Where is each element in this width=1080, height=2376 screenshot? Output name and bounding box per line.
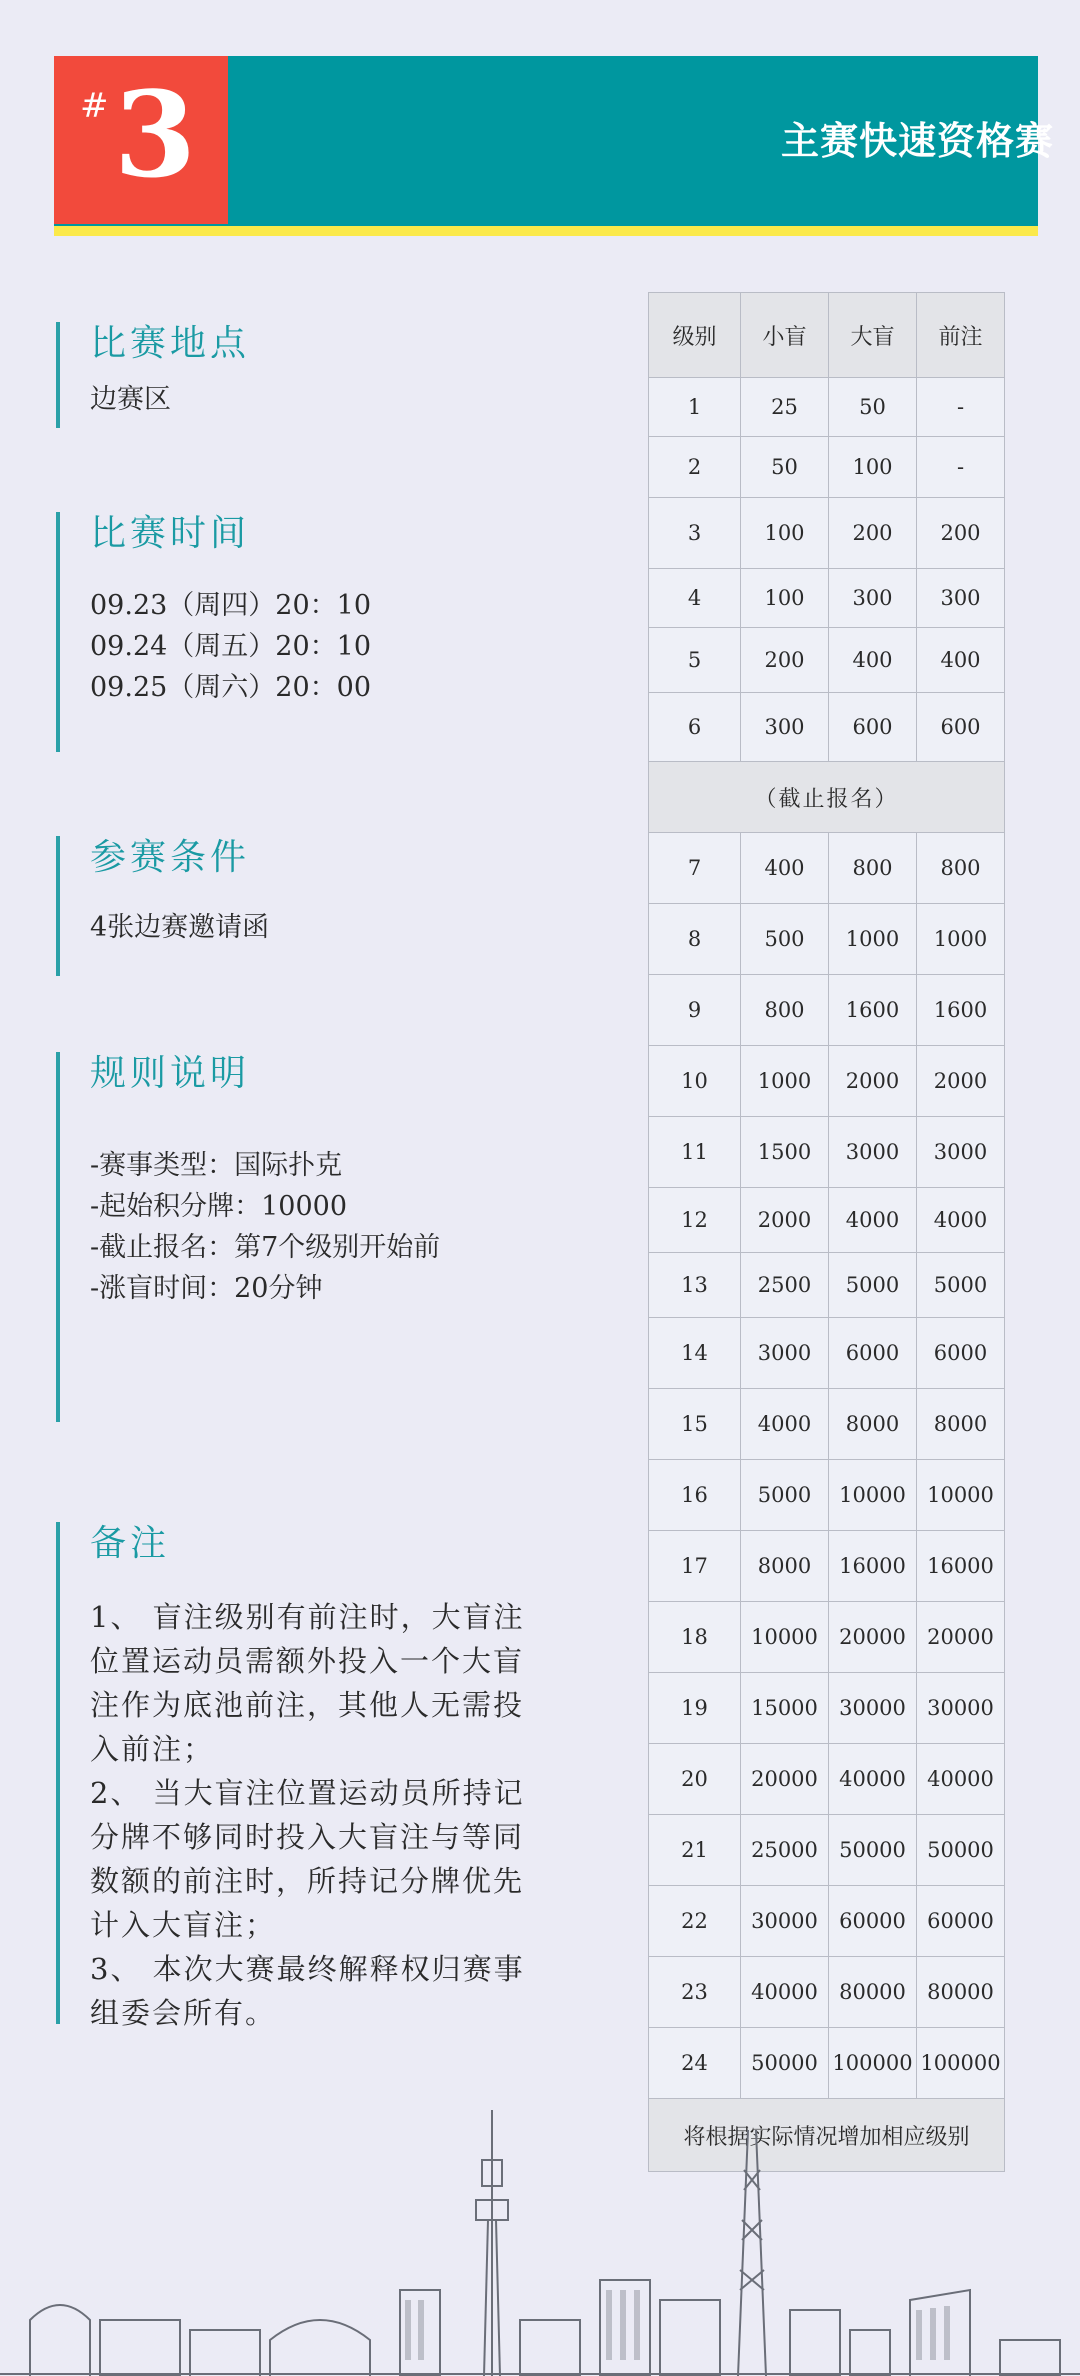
- cell-small-blind: 4000: [741, 1389, 829, 1460]
- table-row: [649, 975, 1005, 1046]
- cell-ante: 80000: [917, 1957, 1005, 2028]
- cell-ante: 30000: [917, 1673, 1005, 1744]
- city-skyline-illustration: [0, 2090, 1080, 2376]
- cell-ante: 1600: [917, 975, 1005, 1046]
- cell-level: 20: [649, 1744, 741, 1815]
- table-row: [649, 1744, 1005, 1815]
- table-row: [649, 1957, 1005, 2028]
- note-line: 组委会所有。: [90, 1996, 277, 2031]
- table-row: [649, 904, 1005, 975]
- cell-big-blind: 1000: [829, 904, 917, 975]
- cell-big-blind: 600: [829, 693, 917, 762]
- cell-small-blind: 200: [741, 628, 829, 693]
- cell-big-blind: 100000: [829, 2028, 917, 2099]
- cell-small-blind: 25000: [741, 1815, 829, 1886]
- cell-ante: 100000: [917, 2028, 1005, 2099]
- cell-big-blind: 40000: [829, 1744, 917, 1815]
- note-line: 1、 盲注级别有前注时，大盲注: [90, 1600, 525, 1635]
- header-big-blind: 大盲: [829, 293, 917, 378]
- cell-ante: -: [917, 437, 1005, 498]
- section-number: 3: [114, 65, 197, 204]
- cell-ante: 40000: [917, 1744, 1005, 1815]
- cell-ante: 10000: [917, 1460, 1005, 1531]
- table-row: [649, 1602, 1005, 1673]
- header-level: 级别: [649, 293, 741, 378]
- table-footer-note: 将根据实际情况增加相应级别: [649, 2099, 1005, 2172]
- cell-ante: 5000: [917, 1253, 1005, 1318]
- cell-small-blind: 50: [741, 437, 829, 498]
- rule-line: -赛事类型：国际扑克: [90, 1150, 343, 1182]
- cell-big-blind: 80000: [829, 1957, 917, 2028]
- cell-small-blind: 1000: [741, 1046, 829, 1117]
- cell-small-blind: 1500: [741, 1117, 829, 1188]
- rule-line: -起始积分牌：10000: [90, 1191, 348, 1223]
- table-row: [649, 833, 1005, 904]
- cell-big-blind: 1600: [829, 975, 917, 1046]
- cell-ante: 300: [917, 569, 1005, 628]
- cell-level: 24: [649, 2028, 741, 2099]
- cell-small-blind: 2000: [741, 1188, 829, 1253]
- cell-big-blind: 200: [829, 498, 917, 569]
- table-body: [649, 378, 1005, 2172]
- cell-level: 15: [649, 1389, 741, 1460]
- notes-title: 备注: [90, 1523, 171, 1564]
- cell-ante: 200: [917, 498, 1005, 569]
- cell-big-blind: 5000: [829, 1253, 917, 1318]
- note-line: 3、 本次大赛最终解释权归赛事: [90, 1952, 525, 1987]
- cutoff-label: （截止报名）: [649, 762, 1005, 833]
- table-row: [649, 1318, 1005, 1389]
- table-row: [649, 1886, 1005, 1957]
- cell-small-blind: 10000: [741, 1602, 829, 1673]
- time-line: 09.25（周六）20：00: [90, 672, 372, 704]
- cell-ante: 6000: [917, 1318, 1005, 1389]
- cell-ante: 4000: [917, 1188, 1005, 1253]
- time-line: 09.24（周五）20：10: [90, 631, 372, 663]
- banner-underline: [54, 226, 1038, 236]
- cell-small-blind: 2500: [741, 1253, 829, 1318]
- cell-small-blind: 5000: [741, 1460, 829, 1531]
- venue-title: 比赛地点: [90, 323, 251, 364]
- cell-small-blind: 8000: [741, 1531, 829, 1602]
- cell-ante: 2000: [917, 1046, 1005, 1117]
- cell-big-blind: 50000: [829, 1815, 917, 1886]
- cell-big-blind: 30000: [829, 1673, 917, 1744]
- cell-ante: 600: [917, 693, 1005, 762]
- table-row: [649, 628, 1005, 693]
- number-badge: [54, 56, 228, 224]
- table-row: [649, 378, 1005, 437]
- cell-level: 3: [649, 498, 741, 569]
- header-ante: 前注: [917, 293, 1005, 378]
- cell-level: 10: [649, 1046, 741, 1117]
- cell-level: 11: [649, 1117, 741, 1188]
- cell-ante: 800: [917, 833, 1005, 904]
- cell-small-blind: 15000: [741, 1673, 829, 1744]
- cell-big-blind: 300: [829, 569, 917, 628]
- cell-small-blind: 100: [741, 498, 829, 569]
- cell-small-blind: 300: [741, 693, 829, 762]
- cell-level: 22: [649, 1886, 741, 1957]
- cell-level: 6: [649, 693, 741, 762]
- cell-big-blind: 2000: [829, 1046, 917, 1117]
- entry-text: 4张边赛邀请函: [90, 912, 270, 944]
- cell-level: 5: [649, 628, 741, 693]
- table-row: [649, 1389, 1005, 1460]
- hash-symbol: #: [80, 86, 109, 126]
- cell-big-blind: 400: [829, 628, 917, 693]
- table-row: [649, 1253, 1005, 1318]
- venue-text: 边赛区: [90, 384, 171, 416]
- rules-title: 规则说明: [90, 1053, 251, 1094]
- cell-level: 4: [649, 569, 741, 628]
- cell-level: 17: [649, 1531, 741, 1602]
- cell-level: 1: [649, 378, 741, 437]
- cell-big-blind: 100: [829, 437, 917, 498]
- cell-level: 19: [649, 1673, 741, 1744]
- cell-ante: 1000: [917, 904, 1005, 975]
- cell-level: 13: [649, 1253, 741, 1318]
- cell-small-blind: 100: [741, 569, 829, 628]
- cell-ante: 3000: [917, 1117, 1005, 1188]
- rule-line: -截止报名：第7个级别开始前: [90, 1232, 441, 1264]
- table-row: [649, 693, 1005, 762]
- cell-big-blind: 800: [829, 833, 917, 904]
- cell-big-blind: 50: [829, 378, 917, 437]
- cell-ante: 8000: [917, 1389, 1005, 1460]
- cell-level: 18: [649, 1602, 741, 1673]
- cell-ante: 20000: [917, 1602, 1005, 1673]
- table-row: [649, 437, 1005, 498]
- cell-big-blind: 8000: [829, 1389, 917, 1460]
- time-line: 09.23（周四）20：10: [90, 590, 372, 622]
- cell-big-blind: 3000: [829, 1117, 917, 1188]
- page-title: 主赛快速资格赛: [780, 118, 1054, 163]
- table-row: [649, 1188, 1005, 1253]
- note-line: 入前注；: [90, 1732, 215, 1767]
- cell-level: 14: [649, 1318, 741, 1389]
- table-row: [649, 2028, 1005, 2099]
- header-small-blind: 小盲: [741, 293, 829, 378]
- cell-ante: 400: [917, 628, 1005, 693]
- cell-ante: 50000: [917, 1815, 1005, 1886]
- table-row: [649, 1117, 1005, 1188]
- table-row: [649, 1460, 1005, 1531]
- note-line: 计入大盲注；: [90, 1908, 277, 1943]
- cell-level: 8: [649, 904, 741, 975]
- cell-level: 21: [649, 1815, 741, 1886]
- cell-level: 9: [649, 975, 741, 1046]
- cell-ante: 16000: [917, 1531, 1005, 1602]
- cell-small-blind: 20000: [741, 1744, 829, 1815]
- rules-section: [56, 1052, 650, 1422]
- cell-big-blind: 10000: [829, 1460, 917, 1531]
- note-line: 分牌不够同时投入大盲注与等同: [90, 1820, 525, 1855]
- table-row: [649, 498, 1005, 569]
- cell-small-blind: 500: [741, 904, 829, 975]
- cell-big-blind: 20000: [829, 1602, 917, 1673]
- time-section: [56, 512, 650, 752]
- cell-level: 7: [649, 833, 741, 904]
- cell-ante: -: [917, 378, 1005, 437]
- cell-small-blind: 50000: [741, 2028, 829, 2099]
- cutoff-row: [649, 762, 1005, 833]
- cell-level: 23: [649, 1957, 741, 2028]
- cell-small-blind: 800: [741, 975, 829, 1046]
- cell-small-blind: 25: [741, 378, 829, 437]
- table-header-row: [649, 293, 1005, 378]
- table-row: [649, 1815, 1005, 1886]
- time-title: 比赛时间: [90, 513, 251, 554]
- cell-small-blind: 30000: [741, 1886, 829, 1957]
- cell-big-blind: 4000: [829, 1188, 917, 1253]
- rule-line: -涨盲时间：20分钟: [90, 1273, 323, 1305]
- blind-structure-table: [648, 292, 1005, 2172]
- cell-small-blind: 400: [741, 833, 829, 904]
- cell-big-blind: 60000: [829, 1886, 917, 1957]
- table-row: [649, 569, 1005, 628]
- venue-section: [56, 322, 650, 428]
- table-row: [649, 1046, 1005, 1117]
- cell-small-blind: 40000: [741, 1957, 829, 2028]
- table-row: [649, 1673, 1005, 1744]
- note-line: 位置运动员需额外投入一个大盲: [90, 1644, 525, 1679]
- cell-ante: 60000: [917, 1886, 1005, 1957]
- entry-title: 参赛条件: [90, 837, 251, 878]
- notes-section: [56, 1522, 650, 2031]
- cell-level: 16: [649, 1460, 741, 1531]
- note-line: 注作为底池前注，其他人无需投: [90, 1688, 525, 1723]
- cell-level: 2: [649, 437, 741, 498]
- cell-level: 12: [649, 1188, 741, 1253]
- cell-small-blind: 3000: [741, 1318, 829, 1389]
- note-line: 2、 当大盲注位置运动员所持记: [90, 1776, 525, 1811]
- cell-big-blind: 16000: [829, 1531, 917, 1602]
- cell-big-blind: 6000: [829, 1318, 917, 1389]
- note-line: 数额的前注时，所持记分牌优先: [90, 1864, 525, 1899]
- table-row: [649, 1531, 1005, 1602]
- entry-section: [56, 836, 650, 976]
